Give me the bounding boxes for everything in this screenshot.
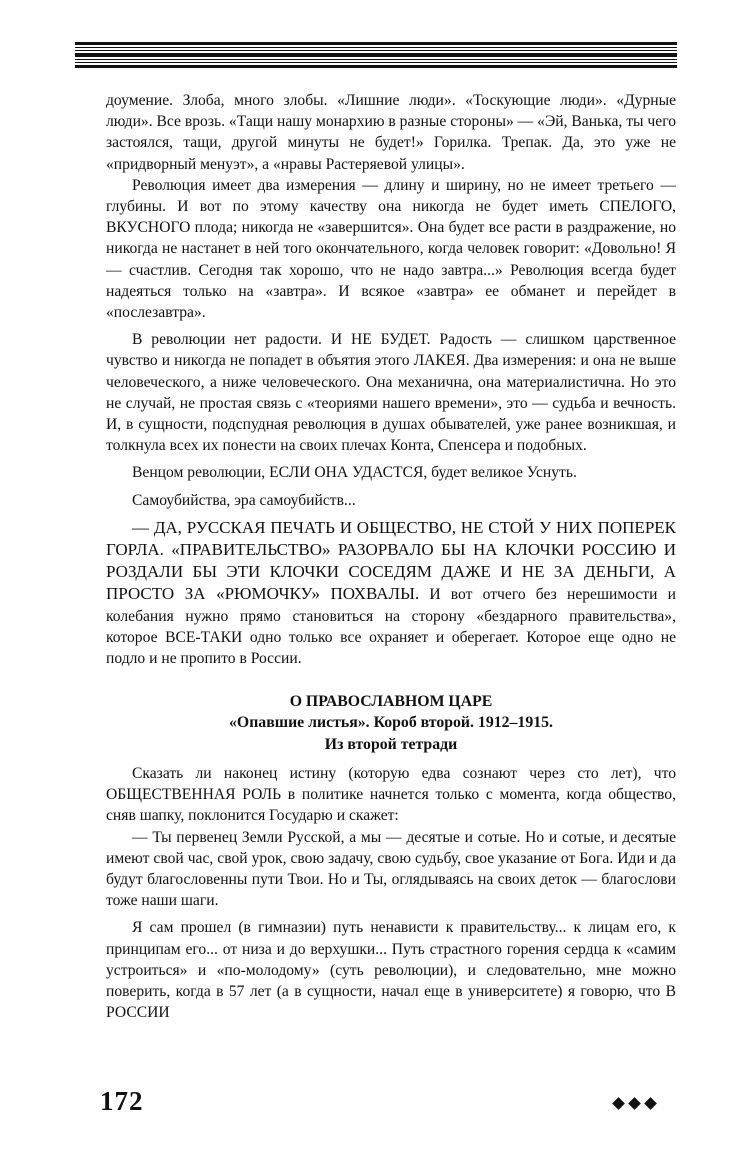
section-subtitle-2: Из второй тетради xyxy=(324,735,458,753)
footer-ornament xyxy=(612,1097,657,1110)
paragraph: доумение. Злоба, много злобы. «Лишние люди». «Тоскующие люди». «Дурные люди». Все врозь. «Тащи нашу монархию в разные стороны» — «Эй, Ванька, ты чего застоялся, тащи, другой минуты не будет!» Горилка. Трепак. Да, это уже не «придворный менуэт», а «нравы Растеряевой улицы». xyxy=(106,92,676,173)
paragraph: Венцом революции, ЕСЛИ ОНА УДАСТСЯ, будет великое Уснуть. xyxy=(132,464,577,482)
diamond-icon xyxy=(612,1097,625,1110)
caps-paragraph xyxy=(106,517,676,669)
paragraph: В революции нет радости. И НЕ БУДЕТ. Радость — слишком царственное чувство и никогда не попадет в объятия этого ЛАКЕЯ. Два измерения: и она не выше человеческого, а ниже человеческого. Она механична, она материалистична. Но это не случай, не простая связь с «теориями нашего времени», это — судьба и вечность. И, в сущности, подспудная революция в душах обывателей, уже ранее возникшая, и толкнула всех их понести на своих плечах Конта, Спенсера и подобных. xyxy=(106,331,676,455)
caps-paragraph-rest: И вот отчего без нерешимости и колебания нужно прямо становиться на сторону «бездарного правительства», которое ВСЕ-ТАКИ одно только все охраняет и оберегает. Которое еще одно не подло и не пропито в России. xyxy=(106,586,676,668)
section-subtitle: «Опавшие листья». Короб второй. 1912–1915. xyxy=(229,714,553,732)
body-text xyxy=(106,90,676,1023)
diamond-icon xyxy=(628,1097,641,1110)
page-number: 172 xyxy=(100,1086,144,1116)
header-rule-ornament xyxy=(75,42,677,68)
paragraph: — Ты первенец Земли Русской, а мы — десятые и сотые. Но и сотые, и десятые имеют свой час, свой урок, свою задачу, свою судьбу, свое указание от Бога. Иди и да будут благословенны пути Твои. Но и Ты, оглядываясь на своих деток — благослови тоже наши шаги. xyxy=(106,828,676,910)
paragraph: Революция имеет два измерения — длину и ширину, но не имеет третьего — глубины. И вот по этому качеству она никогда не будет иметь СПЕЛОГО, ВКУСНОГО плода; никогда не «завершится». Она будет все расти в раздражение, но никогда не настанет в ней того окончательного, когда человек говорит: «Довольно! Я — счастлив. Сегодня так хорошо, что не надо завтра...» Революция всегда будет надеяться только на «завтра». И всякое «завтра» ее обманет и перейдет в «послезавтра». xyxy=(106,176,676,322)
paragraph: Я сам прошел (в гимназии) путь ненависти к правительству... к лицам его, к принципам его... от низа и до верхушки... Путь страстного горения сердца к «самим устроиться» и «по-молодому» (суть революции), и следовательно, мне можно поверить, когда в 57 лет (а в сущности, начал еще в университете) я говорю, что В РОССИИ xyxy=(106,919,676,1022)
diamond-icon xyxy=(644,1097,657,1110)
caps-text: — ДА, РУССКАЯ ПЕЧАТЬ И ОБЩЕСТВО, НЕ СТОЙ У НИХ ПОПЕРЕК ГОРЛА. «ПРАВИТЕЛЬСТВО» РАЗОРВАЛО БЫ НА КЛОЧКИ РОССИЮ И РОЗДАЛИ БЫ ЭТИ КЛОЧКИ СОСЕДЯМ ДАЖЕ И НЕ ЗА ДЕНЬГИ, А ПРОСТО ЗА «РЮМОЧКУ» ПОХВАЛЫ. xyxy=(106,517,676,604)
section-heading xyxy=(106,691,676,755)
paragraph: Сказать ли наконец истину (которую едва сознают через сто лет), что ОБЩЕСТВЕННАЯ РОЛЬ в политике начнется только с момента, когда общество, сняв шапку, поклонится Государю и скажет: xyxy=(106,764,676,825)
section-title: О ПРАВОСЛАВНОМ ЦАРЕ xyxy=(289,693,493,711)
paragraph: Самоубийства, эра самоубийств... xyxy=(132,491,356,509)
